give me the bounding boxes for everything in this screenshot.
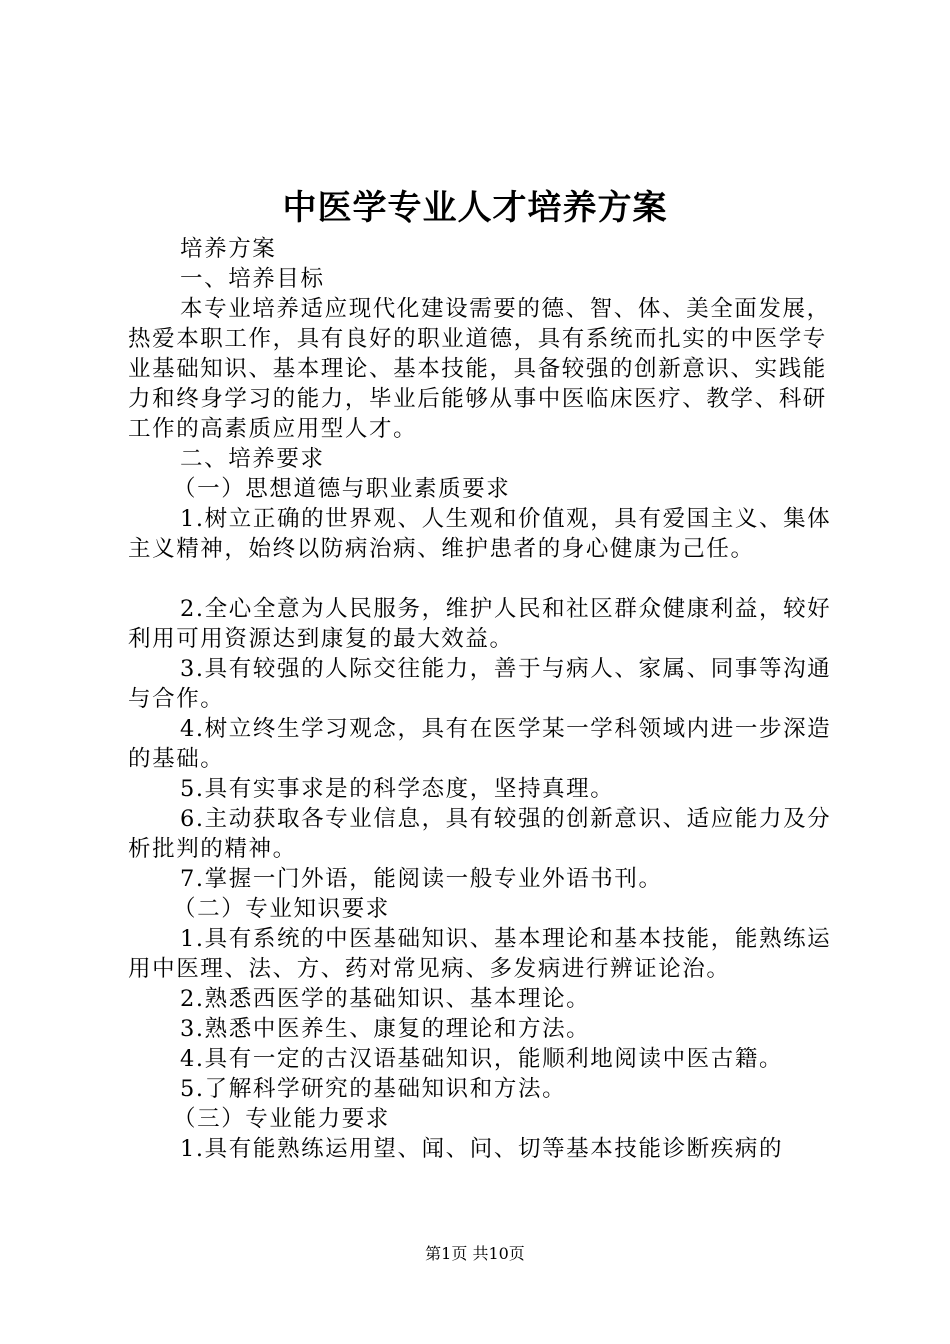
paragraph: 2.全心全意为人民服务，维护人民和社区群众健康利益，较好利用可用资源达到康复的最大效益。 xyxy=(128,596,832,652)
paragraph: 3.具有较强的人际交往能力，善于与病人、家属、同事等沟通与合作。 xyxy=(128,656,832,712)
paragraph: 培养方案 xyxy=(180,236,277,262)
paragraph: 6.主动获取各专业信息，具有较强的创新意识、适应能力及分析批判的精神。 xyxy=(128,806,832,862)
paragraph: 1.具有系统的中医基础知识、基本理论和基本技能，能熟练运用中医理、法、方、药对常见病、多发病进行辨证论治。 xyxy=(128,926,832,982)
paragraph: （一）思想道德与职业素质要求 xyxy=(173,476,511,502)
paragraph: （三）专业能力要求 xyxy=(173,1106,390,1132)
paragraph: 3.熟悉中医养生、康复的理论和方法。 xyxy=(180,1016,591,1042)
paragraph: 4.具有一定的古汉语基础知识，能顺利地阅读中医古籍。 xyxy=(180,1046,784,1072)
paragraph: 5.了解科学研究的基础知识和方法。 xyxy=(180,1076,567,1102)
paragraph: 1.具有能熟练运用望、闻、问、切等基本技能诊断疾病的 xyxy=(180,1136,784,1162)
paragraph: 1.树立正确的世界观、人生观和价值观，具有爱国主义、集体主义精神，始终以防病治病、维护患者的身心健康为己任。 xyxy=(128,506,832,562)
paragraph: 2.熟悉西医学的基础知识、基本理论。 xyxy=(180,986,591,1012)
blank-line xyxy=(128,564,850,594)
page-footer: 第1页 共10页 xyxy=(425,1244,525,1263)
document-title: 中医学专业人才培养方案 xyxy=(282,188,668,228)
paragraph: 4.树立终生学习观念，具有在医学某一学科领域内进一步深造的基础。 xyxy=(128,716,832,772)
paragraph: （二）专业知识要求 xyxy=(173,896,390,922)
paragraph: 5.具有实事求是的科学态度，坚持真理。 xyxy=(180,776,615,802)
paragraph: 本专业培养适应现代化建设需要的德、智、体、美全面发展，热爱本职工作，具有良好的职业道德，具有系统而扎实的中医学专业基础知识、基本理论、基本技能，具备较强的创新意识、实践能力和终身学习的能力，毕业后能够从事中医临床医疗、教学、科研工作的高素质应用型人才。 xyxy=(128,296,831,442)
paragraph: 一、培养目标 xyxy=(180,266,325,292)
paragraph: 二、培养要求 xyxy=(180,446,325,472)
paragraph: 7.掌握一门外语，能阅读一般专业外语书刊。 xyxy=(180,866,663,892)
document-body xyxy=(128,234,850,1164)
